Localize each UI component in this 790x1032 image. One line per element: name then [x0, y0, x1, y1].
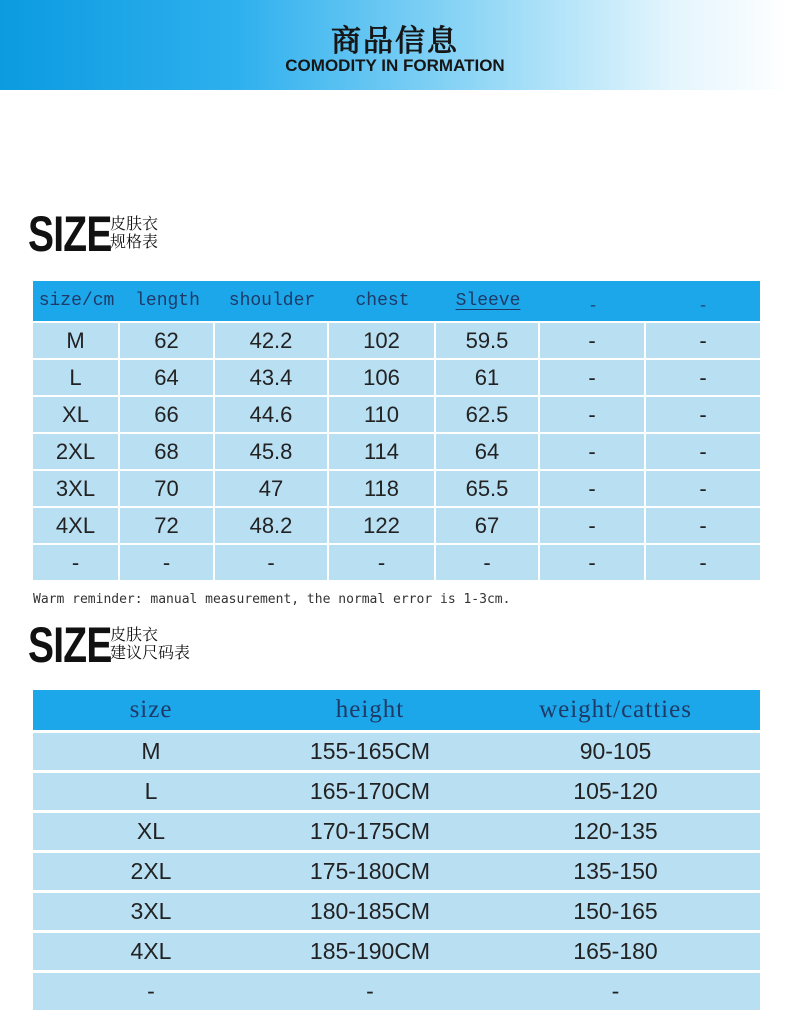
recommend-cell: 150-165 [471, 890, 760, 930]
spec-cell: 3XL [33, 469, 120, 506]
recommend-cell: 185-190CM [269, 930, 471, 970]
recommend-cell: 155-165CM [269, 730, 471, 770]
spec-header-cell: - [646, 281, 760, 321]
spec-header-cell: length [120, 281, 215, 321]
spec-header-cell: - [540, 281, 646, 321]
recommend-header-cell: height [269, 690, 471, 730]
size-recommend-heading-cn [110, 626, 190, 662]
recommend-cell: 165-180 [471, 930, 760, 970]
spec-cell: 118 [329, 469, 436, 506]
size-recommend-heading-word: SIZE [28, 617, 112, 673]
spec-cell: - [436, 543, 540, 580]
recommend-cell: 3XL [33, 890, 269, 930]
spec-cell: - [646, 432, 760, 469]
recommend-cell: L [33, 770, 269, 810]
spec-cell: 47 [215, 469, 329, 506]
spec-cell: 62.5 [436, 395, 540, 432]
spec-header-cell: chest [329, 281, 436, 321]
size-spec-heading-cn [110, 215, 158, 251]
spec-cell: 122 [329, 506, 436, 543]
spec-cell: XL [33, 395, 120, 432]
spec-cell: - [540, 358, 646, 395]
spec-cell: 68 [120, 432, 215, 469]
spec-cell: 64 [120, 358, 215, 395]
spec-cell: - [120, 543, 215, 580]
spec-header-cell: Sleeve [436, 281, 540, 321]
spec-cell: - [329, 543, 436, 580]
size-spec-heading-word: SIZE [28, 206, 112, 262]
banner-title: 商品信息 [331, 24, 459, 59]
spec-cell: 43.4 [215, 358, 329, 395]
recommend-cell: - [269, 970, 471, 1010]
spec-cell: 102 [329, 321, 436, 358]
recommend-header-cell: size [33, 690, 269, 730]
recommend-cell: 170-175CM [269, 810, 471, 850]
banner-subtitle: COMODITY IN FORMATION [285, 56, 505, 75]
spec-cell: 66 [120, 395, 215, 432]
spec-cell: 59.5 [436, 321, 540, 358]
spec-cell: - [646, 321, 760, 358]
spec-cell: - [646, 358, 760, 395]
recommend-cell: 90-105 [471, 730, 760, 770]
spec-header-cell: size/cm [33, 281, 120, 321]
spec-header-cell: shoulder [215, 281, 329, 321]
spec-cell: 67 [436, 506, 540, 543]
spec-cell: - [33, 543, 120, 580]
spec-cell: - [540, 469, 646, 506]
spec-cell: - [646, 469, 760, 506]
spec-cell: - [540, 543, 646, 580]
size-recommend-table [33, 690, 760, 1010]
info-banner [0, 0, 790, 90]
spec-cell: 110 [329, 395, 436, 432]
spec-cell: 70 [120, 469, 215, 506]
spec-cell: 48.2 [215, 506, 329, 543]
recommend-header-cell: weight/catties [471, 690, 760, 730]
spec-cell: 2XL [33, 432, 120, 469]
spec-cell: - [540, 321, 646, 358]
spec-cell: M [33, 321, 120, 358]
size-recommend-heading-cn-line1: 皮肤衣 [110, 625, 159, 644]
recommend-cell: 105-120 [471, 770, 760, 810]
recommend-cell: 180-185CM [269, 890, 471, 930]
spec-cell: 45.8 [215, 432, 329, 469]
spec-cell: - [540, 432, 646, 469]
spec-cell: 64 [436, 432, 540, 469]
recommend-cell: - [33, 970, 269, 1010]
spec-cell: 44.6 [215, 395, 329, 432]
recommend-cell: 2XL [33, 850, 269, 890]
spec-cell: - [646, 543, 760, 580]
measurement-note: Warm reminder: manual measurement, the normal error is 1-3cm. [33, 592, 511, 607]
spec-cell: 4XL [33, 506, 120, 543]
spec-cell: - [540, 506, 646, 543]
spec-cell: 62 [120, 321, 215, 358]
size-spec-table [33, 281, 760, 580]
spec-cell: - [215, 543, 329, 580]
spec-cell: - [646, 395, 760, 432]
recommend-cell: 120-135 [471, 810, 760, 850]
recommend-cell: - [471, 970, 760, 1010]
size-spec-heading-cn-line2: 规格表 [110, 232, 159, 251]
recommend-cell: 175-180CM [269, 850, 471, 890]
spec-cell: 72 [120, 506, 215, 543]
spec-cell: 61 [436, 358, 540, 395]
spec-cell: 114 [329, 432, 436, 469]
size-spec-heading-cn-line1: 皮肤衣 [110, 214, 159, 233]
recommend-cell: 165-170CM [269, 770, 471, 810]
recommend-cell: XL [33, 810, 269, 850]
size-recommend-heading-cn-line2: 建议尺码表 [110, 643, 191, 662]
recommend-cell: 4XL [33, 930, 269, 970]
recommend-cell: M [33, 730, 269, 770]
spec-cell: L [33, 358, 120, 395]
recommend-cell: 135-150 [471, 850, 760, 890]
spec-cell: 42.2 [215, 321, 329, 358]
spec-cell: - [540, 395, 646, 432]
spec-cell: 106 [329, 358, 436, 395]
spec-cell: 65.5 [436, 469, 540, 506]
spec-cell: - [646, 506, 760, 543]
